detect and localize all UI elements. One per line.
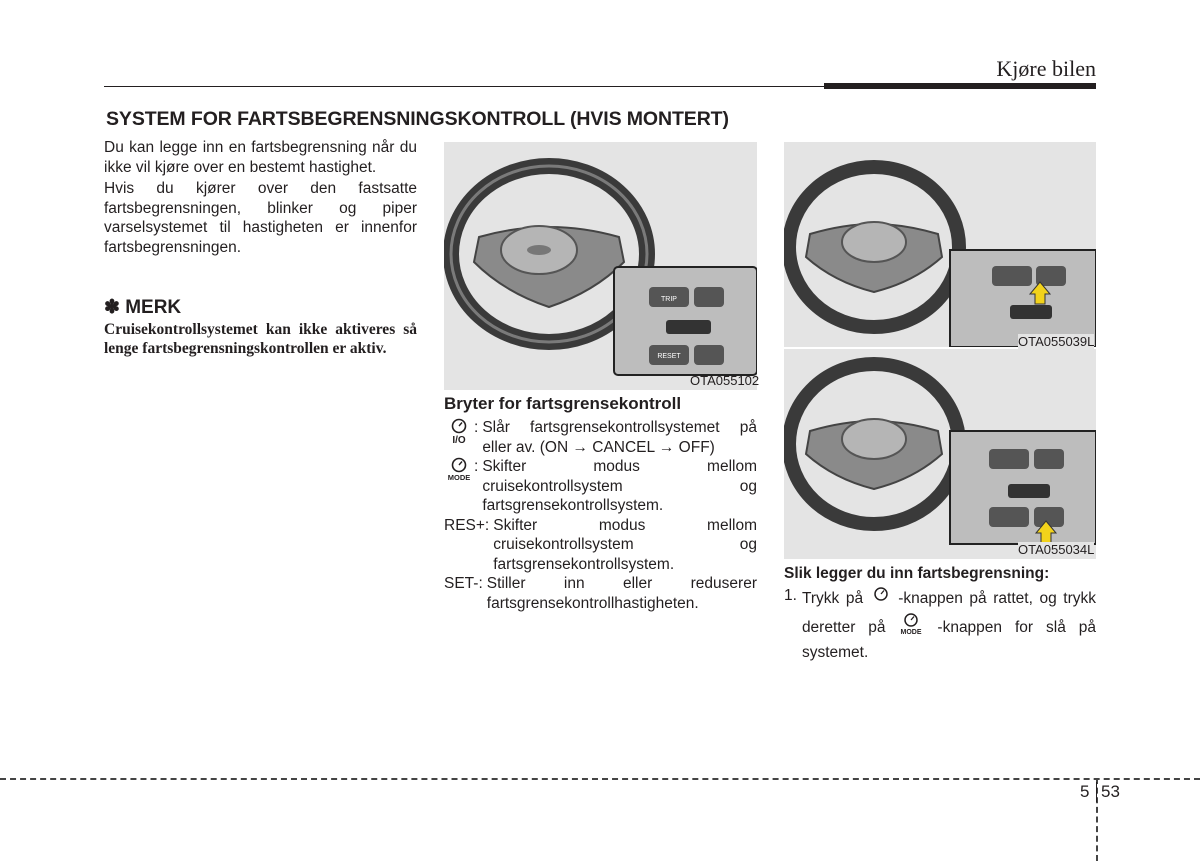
item-text: Skifter modus mellom cruisekontrollsystem og fartsgrensekontrollsystem. (482, 458, 757, 514)
item-text: Stiller inn eller reduserer fartsgrensekontrollhastigheten. (486, 575, 757, 612)
figure-code-2: OTA055039L (1018, 334, 1095, 349)
header-rule-thick (824, 83, 1096, 89)
header-rule (104, 86, 824, 87)
steering-wheel-illustration-lower (784, 349, 1096, 559)
list-item: I/O : Slår fartsgrensekontrollsystemet på eller av. (ON → CANCEL → OFF) (444, 418, 757, 457)
figure-code-3: OTA055034L (1018, 542, 1095, 557)
speed-limit-onoff-icon (444, 418, 474, 454)
steering-wheel-illustration (444, 142, 760, 390)
intro-paragraph-2: Hvis du kjører over den fastsatte fartsbegrensningen, blinker og piper varselsystemet til hastigheten er innenfor fartsbegrensningen. (104, 180, 417, 256)
note-body: Cruisekontrollsystemet kan ikke aktiveres så lenge fartsbegrensningskontrollen er aktiv. (104, 321, 417, 357)
item-text: Slår fartsgrensekontrollsystemet på eller av. (ON → CANCEL → OFF) (482, 419, 757, 456)
intro-text (104, 138, 417, 259)
reset-button: RESET (657, 353, 681, 360)
note-heading: ✽ MERK (104, 297, 182, 318)
item-text: Skifter modus mellom cruisekontrollsystem og fartsgrensekontrollsystem. (493, 516, 757, 573)
svg-text:MODE: MODE (900, 628, 922, 636)
svg-text:I/O: I/O (452, 435, 466, 446)
svg-text:MODE: MODE (447, 473, 471, 482)
steering-wheel-illustration-upper (784, 142, 1096, 347)
footer-rule (0, 778, 1200, 780)
list-item: RES+: Skifter modus mellom cruisekontrollsystem og fartsgrensekontrollsystem. (444, 516, 757, 573)
mode-icon (898, 612, 924, 644)
procedure-heading: Slik legger du inn fartsbegrensning: (784, 565, 1050, 582)
intro-paragraph-1: Du kan legge inn en fartsbegrensning når du ikke vil kjøre over en bestemt hastighet. (104, 139, 417, 176)
page-number: 53 (1101, 782, 1120, 801)
chapter-title: Kjøre bilen (996, 56, 1096, 81)
speed-limit-onoff-icon (870, 586, 892, 612)
section-title: SYSTEM FOR FARTSBEGRENSNINGSKONTROLL (HVIS MONTERT) (106, 108, 729, 130)
mode-icon (444, 457, 474, 491)
trip-button: TRIP (661, 296, 677, 303)
list-item: MODE : Skifter modus mellom cruisekontrollsystem og fartsgrensekontrollsystem. (444, 457, 757, 516)
switch-description (444, 418, 757, 613)
figure-code-1: OTA055102 (690, 373, 760, 388)
procedure-step: 1. Trykk på -knappen på rattet, og trykk deretter på MODE -knappen for slå på systemet. (784, 587, 1096, 661)
page-number-separator (1096, 782, 1097, 802)
list-item: SET-: Stiller inn eller reduserer fartsgrensekontrollhastigheten. (444, 575, 757, 612)
switch-heading: Bryter for fartsgrensekontroll (444, 394, 682, 413)
chapter-number: 5 (1080, 782, 1090, 801)
